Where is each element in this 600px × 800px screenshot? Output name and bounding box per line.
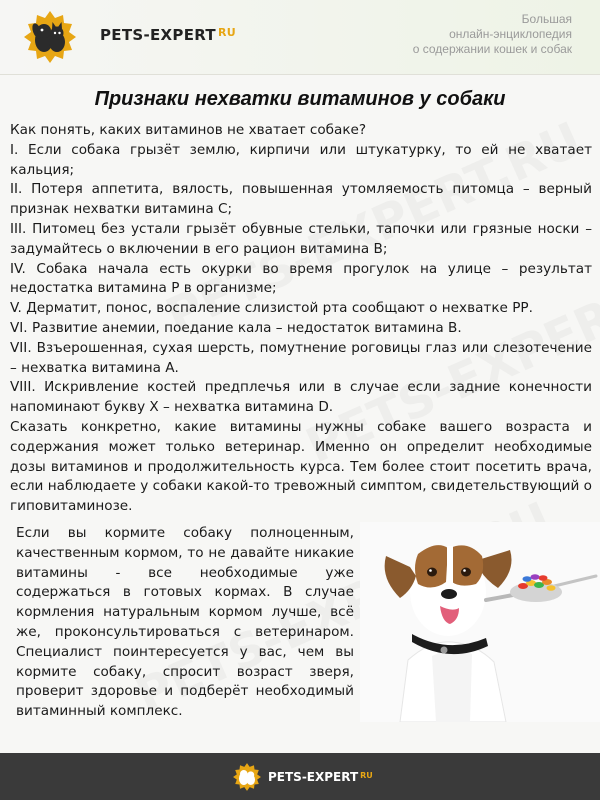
article-intro: Как понять, каких витаминов не хватает собаке?	[10, 122, 367, 138]
symptom-item: II. Потеря аппетита, вялость, повышенная утомляемость питомца – верный признак нехватки витамина С;	[10, 181, 592, 218]
pets-expert-logo-icon[interactable]	[22, 9, 78, 65]
tagline-line: Большая	[521, 12, 572, 26]
article-title: Признаки нехватки витаминов у собаки	[94, 88, 506, 110]
footer-brand[interactable]	[268, 770, 373, 784]
footer-brand-text: PETS-EXPERT	[268, 770, 359, 784]
brand-tld: RU	[217, 26, 236, 39]
symptom-item: V. Дерматит, понос, воспаление слизистой рта сообщают о нехватке РР.	[10, 300, 533, 317]
symptom-item: VI. Развитие анемии, поедание кала – недостаток витамина В.	[10, 319, 462, 336]
symptom-item: VIII. Искривление костей предплечья или в случае если задние конечности напоминают букву Х – нехватка витамина D.	[10, 379, 592, 416]
symptom-item: I. Если собака грызёт землю, кирпичи или штукатурку, то ей не хватает кальция;	[10, 141, 592, 178]
dog-with-vitamins-image	[360, 522, 600, 722]
article-paragraph: Сказать конкретно, какие витамины нужны собаке вашего возраста и содержания может только ветеринар. Именно он определит необходимые дозы витаминов и продолжительность курса. Тем более стоит посетить врача, если наблюдаете у собаки какой-то тревожный симптом, свидетельствующий о гиповитаминозе.	[10, 418, 592, 515]
site-tagline	[413, 12, 572, 57]
site-header	[0, 0, 600, 75]
brand-name[interactable]	[100, 26, 236, 44]
site-footer	[0, 753, 600, 800]
pets-expert-logo-icon[interactable]	[232, 762, 262, 792]
tagline-line: онлайн-энциклопедия	[449, 27, 572, 41]
tagline-line: о содержании кошек и собак	[412, 42, 572, 56]
footer-brand-tld: RU	[360, 771, 373, 780]
symptom-item: VII. Взъерошенная, сухая шерсть, помутнение роговицы глаз или слезотечение – нехватка витамина А.	[10, 339, 592, 376]
brand-name-text: PETS-EXPERT	[100, 26, 216, 44]
symptom-item: IV. Собака начала есть окурки во время прогулок на улице – результат недостатка витамина Р в организме;	[10, 260, 592, 297]
article-body	[10, 121, 592, 517]
symptom-item: III. Питомец без устали грызёт обувные стельки, тапочки или грязные носки – задумайтесь о включении в его рацион витамина В;	[10, 220, 592, 257]
feeding-advice-text: Если вы кормите собаку полноценным, качественным кормом, то не давайте никакие витамины - все необходимые уже содержаться в готовых кормах. В случае кормления натуральным кормом лучше, всё же, проконсультироваться с ветеринаром. Специалист поинтересуется у вас, чем вы кормите собаку, спросит возраст зверя, проверит здоровье и подберёт необходимый витаминный комплекс.	[16, 525, 354, 720]
